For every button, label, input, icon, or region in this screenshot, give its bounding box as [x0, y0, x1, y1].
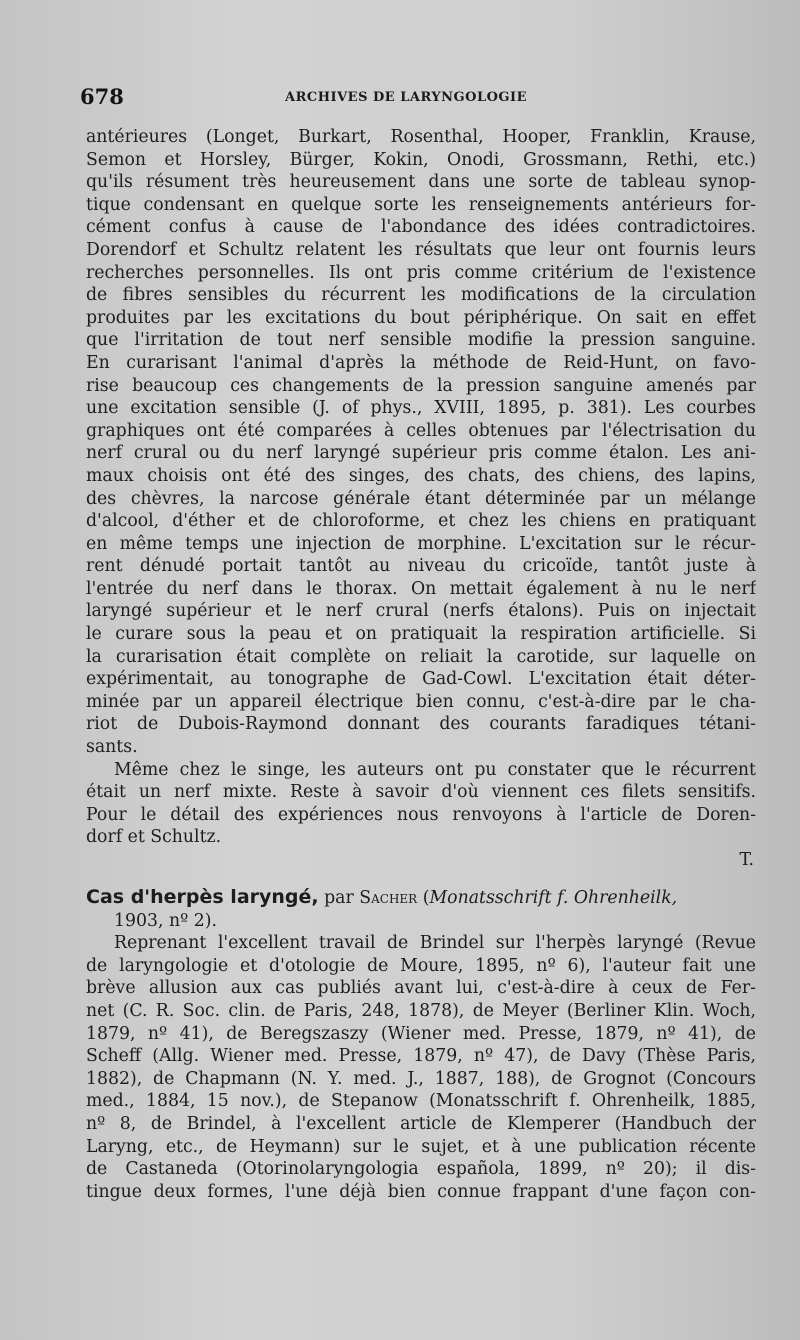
text-line: rent dénudé portait tantôt au niveau du cricoïde, tantôt juste à [86, 556, 756, 577]
text-line: sants. [86, 737, 138, 758]
text-line: Pour le détail des expériences nous renvoyons à l'article de Doren- [86, 804, 756, 825]
text-line: de fibres sensibles du récurrent les modifications de la circulation [86, 285, 756, 306]
text-line: brève allusion aux cas publiés avant lui, c'est-à-dire à ceux de Fer- [86, 978, 756, 999]
text-line: produites par les excitations du bout périphérique. On sait en effet [86, 307, 756, 328]
text-line: laryngé supérieur et le nerf crural (nerfs étalons). Puis on injectait [86, 601, 756, 622]
citation-open-paren: ( [422, 887, 430, 908]
text-line: était un nerf mixte. Reste à savoir d'où viennent ces filets sensitifs. [86, 782, 756, 803]
text-line: minée par un appareil électrique bien connu, c'est-à-dire par le cha- [86, 691, 756, 712]
text-line: net (C. R. Soc. clin. de Paris, 248, 1878), de Meyer (Berliner Klin. Woch, [86, 1000, 756, 1021]
text-line: riot de Dubois-Raymond donnant des courants faradiques tétani- [86, 714, 756, 735]
page-number: 678 [80, 84, 124, 109]
text-line: rise beaucoup ces changements de la pression sanguine amenés par [86, 375, 756, 396]
text-line: graphiques ont été comparées à celles obtenues par l'électrisation du [86, 420, 756, 441]
text-line: de laryngologie et d'otologie de Moure, 1895, nº 6), l'auteur fait une [86, 955, 756, 976]
text-line: tique condensant en quelque sorte les renseignements antérieurs for- [86, 194, 756, 215]
section-heading [86, 884, 756, 910]
text-line: que l'irritation de tout nerf sensible modifie la pression sanguine. [86, 330, 756, 351]
text-line: l'entrée du nerf dans le thorax. On mettait également à nu le nerf [86, 578, 756, 599]
text-line: 1882), de Chapmann (N. Y. med. J., 1887, 188), de Grognot (Concours [86, 1068, 756, 1089]
text-line: Laryng, etc., de Heymann) sur le sujet, et à une publication récente [86, 1136, 756, 1157]
text-line: 1879, nº 41), de Beregszaszy (Wiener med. Presse, 1879, nº 41), de [86, 1023, 756, 1044]
text-line: expérimentait, au tonographe de Gad-Cowl. L'excitation était déter- [86, 669, 756, 690]
running-title: ARCHIVES DE LARYNGOLOGIE [285, 90, 527, 105]
text-line: qu'ils résument très heureusement dans une sorte de tableau synop- [86, 172, 756, 193]
text-line: nº 8, de Brindel, à l'excellent article de Klemperer (Handbuch der [86, 1113, 756, 1134]
text-line: d'alcool, d'éther et de chloroforme, et chez les chiens en pratiquant [86, 511, 756, 532]
text-line: la curarisation était complète on reliait la carotide, sur laquelle on [86, 646, 756, 667]
section-by: par [324, 887, 354, 908]
text-line: de Castaneda (Otorinolaryngologia española, 1899, nº 20); il dis- [86, 1159, 756, 1180]
section-author: Sacher [359, 887, 418, 908]
author-initial-signature: T. [739, 850, 754, 870]
paragraph-3 [86, 932, 756, 1203]
text-line: cément confus à cause de l'abondance des idées contradictoires. [86, 217, 756, 238]
text-line: Semon et Horsley, Bürger, Kokin, Onodi, Grossmann, Rethi, etc.) [86, 149, 756, 170]
text-line: nerf crural ou du nerf laryngé supérieur pris comme étalon. Les ani- [86, 443, 756, 464]
text-line: tingue deux formes, l'une déjà bien connue frappant d'une façon con- [86, 1181, 756, 1202]
text-line: Scheff (Allg. Wiener med. Presse, 1879, nº 47), de Davy (Thèse Paris, [86, 1046, 756, 1067]
text-line: maux choisis ont été des singes, des chats, des chiens, des lapins, [86, 465, 756, 486]
text-line: recherches personnelles. Ils ont pris comme critérium de l'existence [86, 262, 756, 283]
paragraph-2 [86, 759, 756, 849]
text-line: med., 1884, 15 nov.), de Stepanow (Monatsschrift f. Ohrenheilk, 1885, [86, 1091, 756, 1112]
section-journal: Monatsschrift f. Ohrenheilk, [429, 887, 678, 908]
section-citation-end: 1903, nº 2). [114, 910, 217, 931]
paragraph-1 [86, 126, 756, 759]
text-line: En curarisant l'animal d'après la méthode de Reid-Hunt, on favo- [86, 352, 756, 373]
text-line: des chèvres, la narcose générale étant déterminée par un mélange [86, 488, 756, 509]
text-line: une excitation sensible (J. of phys., XVIII, 1895, p. 381). Les courbes [86, 398, 756, 419]
text-line: Dorendorf et Schultz relatent les résultats que leur ont fournis leurs [86, 239, 756, 260]
body-text [86, 126, 756, 1203]
text-line: Reprenant l'excellent travail de Brindel sur l'herpès laryngé (Revue [114, 933, 756, 954]
text-line: Même chez le singe, les auteurs ont pu constater que le récurrent [114, 759, 756, 780]
text-line: dorf et Schultz. [86, 827, 222, 848]
text-line: en même temps une injection de morphine. L'excitation sur le récur- [86, 533, 756, 554]
text-line: antérieures (Longet, Burkart, Rosenthal, Hooper, Franklin, Krause, [86, 127, 756, 147]
text-line: le curare sous la peau et on pratiquait la respiration artificielle. Si [86, 624, 756, 645]
page-header [80, 84, 760, 114]
section-title: Cas d'herpès laryngé, [86, 885, 319, 908]
